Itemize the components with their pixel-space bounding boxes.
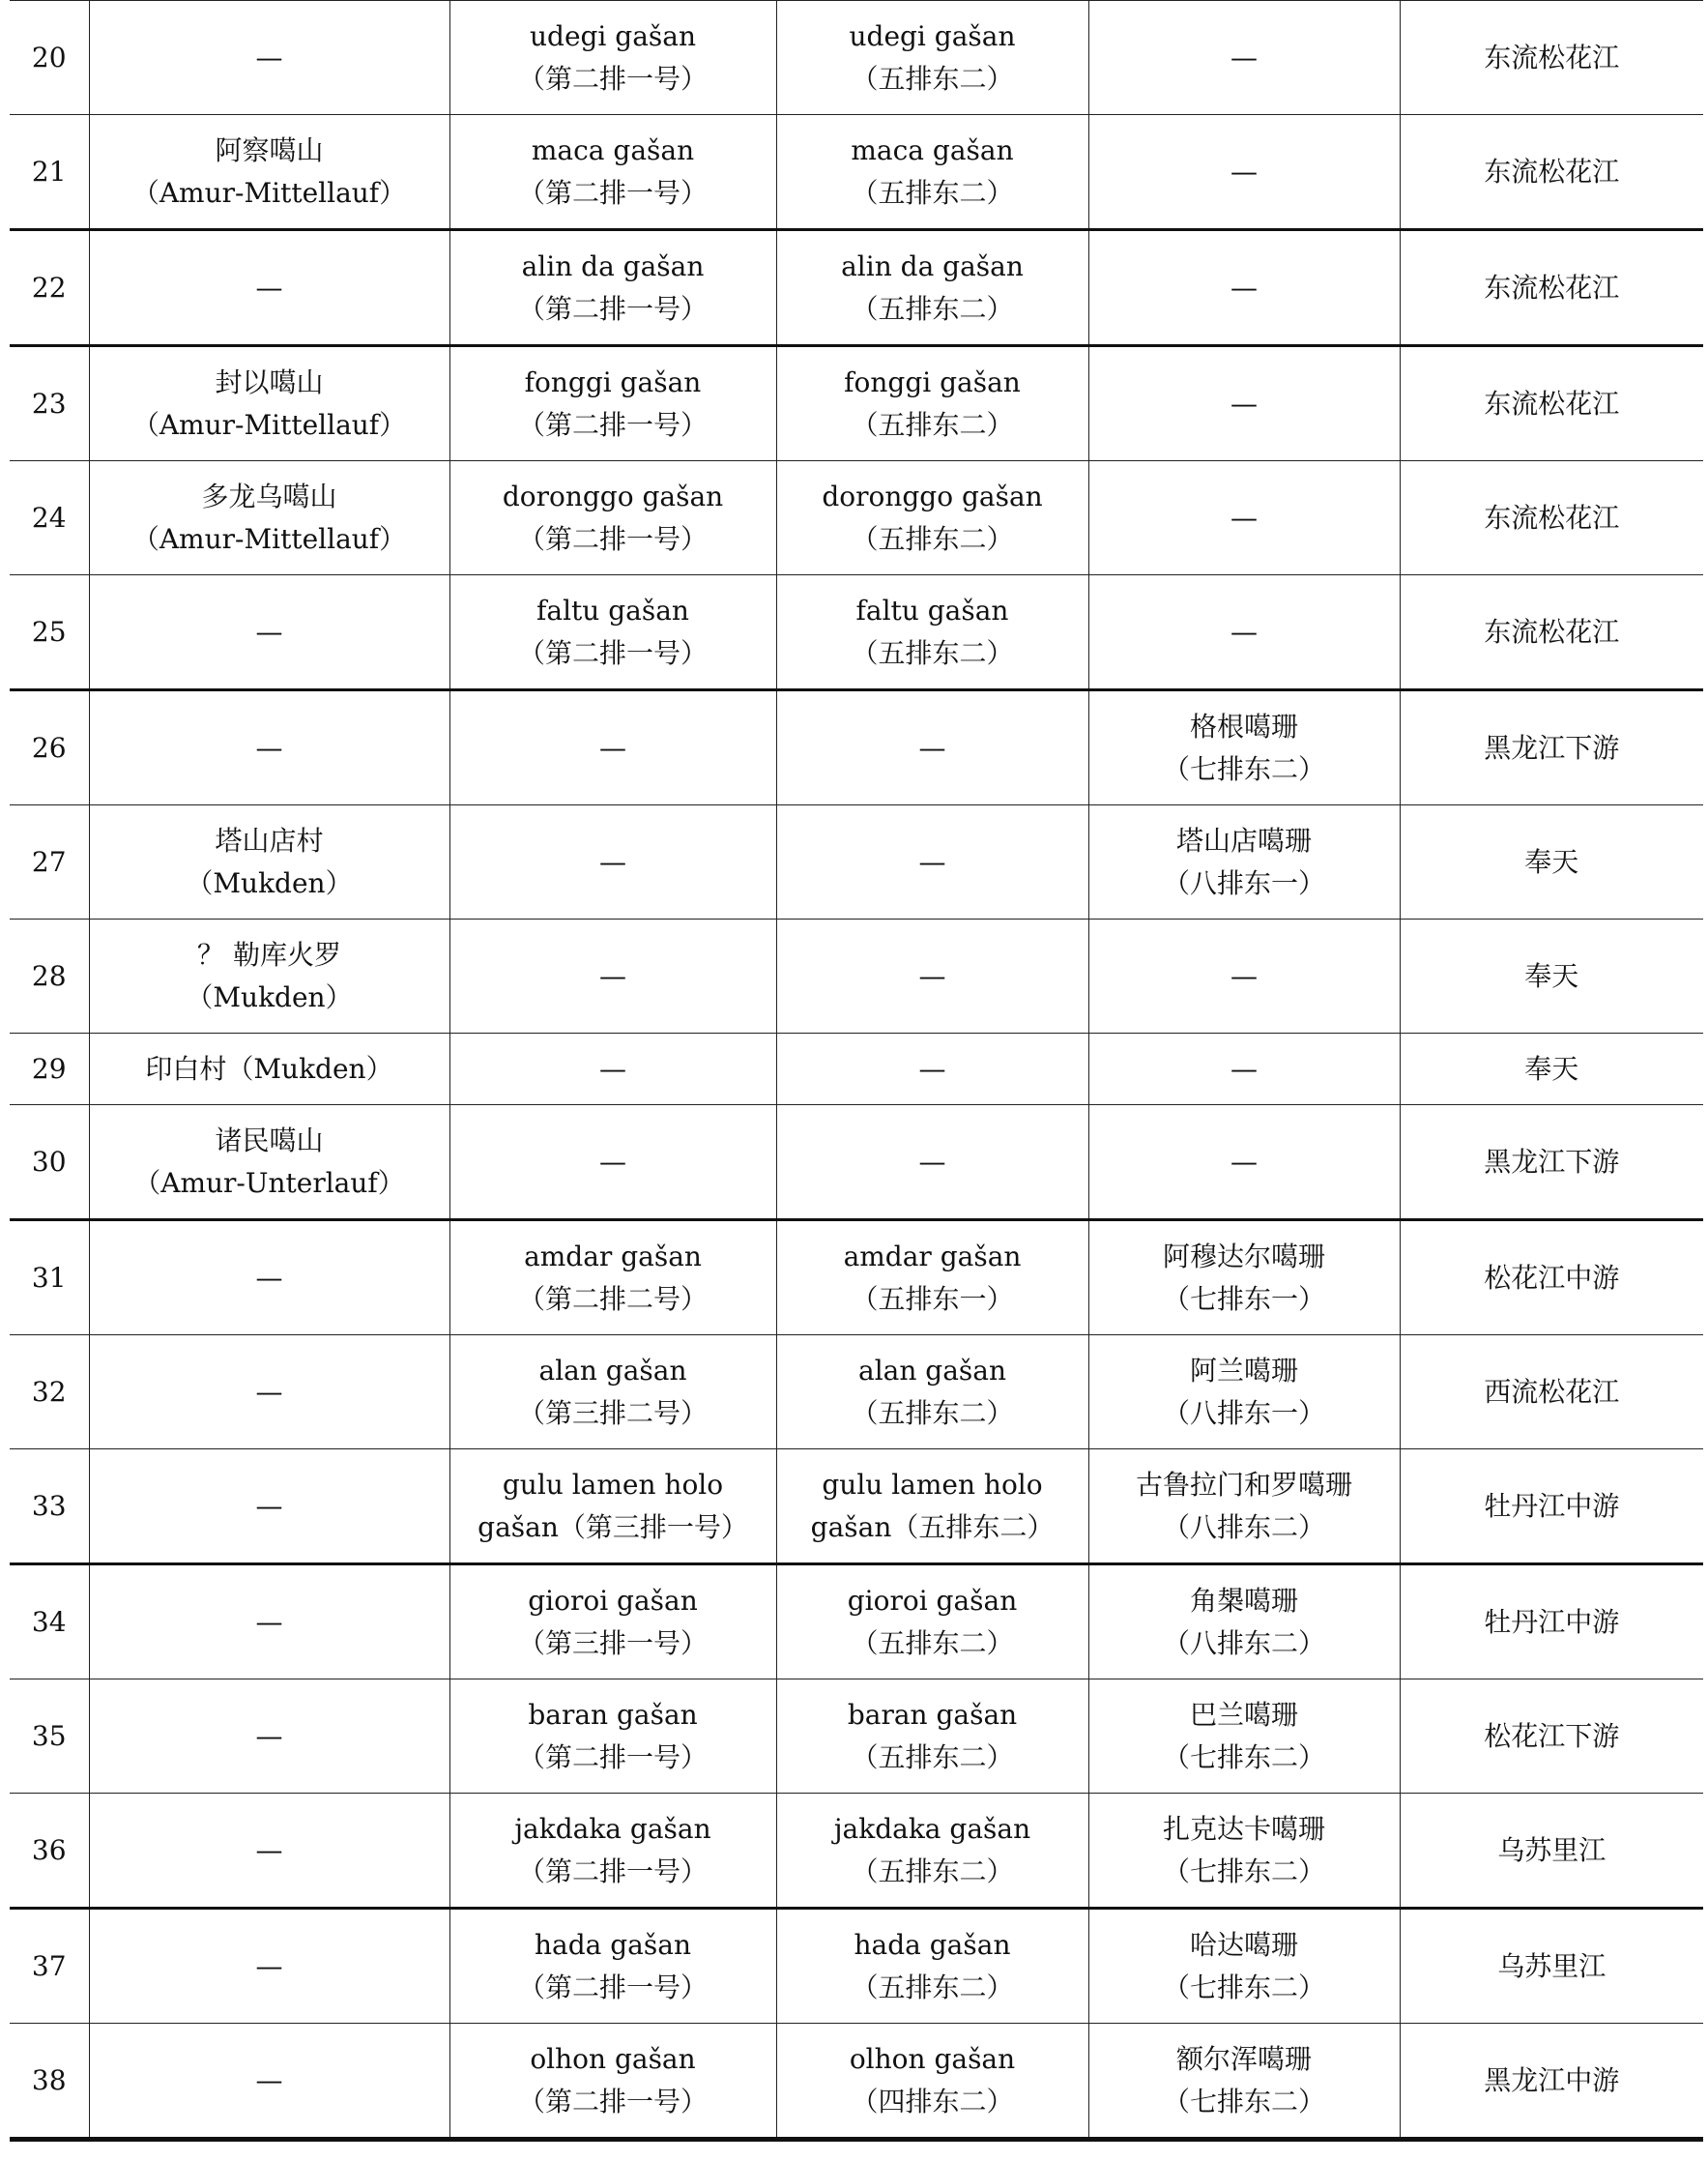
cell-text-line: — (918, 731, 946, 764)
row-number: 34 (31, 1605, 67, 1638)
chinese-name-cell (1088, 346, 1400, 461)
cell-text-line: 黑龙江下游 (1484, 1145, 1620, 1178)
cell-text-line: 牡丹江中游 (1484, 1489, 1620, 1522)
cell-text-line: ？ 勒库火罗 (197, 938, 341, 971)
manchu-source-b-cell (776, 1909, 1088, 2024)
manchu-source-b-cell (776, 1794, 1088, 1909)
cell-text-line: alan gašan (858, 1354, 1006, 1387)
row-number-cell (10, 690, 89, 805)
cell-text-line: gulu lamen holo (502, 1468, 724, 1501)
manchu-source-a-cell (449, 1449, 776, 1564)
row-number-cell (10, 230, 89, 346)
manchu-source-a-cell (449, 690, 776, 805)
cell-text-line: 西流松花江 (1484, 1375, 1620, 1408)
cell-text-line: — (599, 731, 626, 764)
cell-text-line: — (255, 41, 283, 73)
cell-text-line: 乌苏里江 (1497, 1949, 1607, 1982)
table-row (10, 461, 1703, 575)
cell-text-line: （五排东二） (851, 1740, 1014, 1773)
cell-text-line: 松花江下游 (1484, 1719, 1620, 1752)
row-number-cell (10, 1, 89, 115)
chinese-name-cell (1088, 115, 1400, 230)
table-body (10, 1, 1703, 2140)
manchu-source-a-cell (449, 346, 776, 461)
row-number-cell (10, 115, 89, 230)
row-number: 37 (31, 1949, 67, 1982)
row-number-cell (10, 1105, 89, 1220)
cell-text-line: （第二排一号） (517, 636, 708, 669)
cell-text-line: （七排东二） (1162, 1971, 1325, 2003)
manchu-source-a-cell (449, 230, 776, 346)
row-number: 30 (31, 1145, 67, 1178)
cell-text-line: — (1230, 1145, 1258, 1178)
manchu-source-b-cell (776, 2024, 1088, 2140)
row-number-cell (10, 1220, 89, 1335)
cell-text-line: — (599, 959, 626, 992)
table-row (10, 1449, 1703, 1564)
cell-text-line: （五排东二） (851, 292, 1014, 325)
cell-text-line: 印白村（Mukden） (145, 1052, 393, 1085)
manchu-source-a-cell (449, 1335, 776, 1449)
table-row (10, 1564, 1703, 1679)
cell-text-line: （八排东二） (1162, 1510, 1325, 1543)
cell-text-line: baran gašan (847, 1698, 1018, 1731)
region-cell (1400, 1449, 1703, 1564)
chinese-name-cell (1088, 690, 1400, 805)
table-row (10, 1909, 1703, 2024)
cell-text-line: faltu gašan (855, 594, 1009, 627)
cell-text-line: — (599, 845, 626, 878)
cell-text-line: 塔山店噶珊 (1175, 824, 1312, 857)
cell-text-line: 奉天 (1524, 959, 1579, 992)
cell-text-line: （五排东二） (851, 62, 1014, 95)
manchu-source-a-cell (449, 1909, 776, 2024)
modern-name-cell (89, 690, 449, 805)
row-number: 35 (31, 1719, 67, 1752)
cell-text-line: （五排东二） (851, 1971, 1014, 2003)
manchu-source-a-cell (449, 461, 776, 575)
table-row (10, 1220, 1703, 1335)
cell-text-line: 古鲁拉门和罗噶珊 (1135, 1468, 1352, 1501)
region-cell (1400, 2024, 1703, 2140)
cell-text-line: 黑龙江中游 (1484, 2063, 1620, 2096)
table-row (10, 346, 1703, 461)
cell-text-line: maca gašan (851, 133, 1014, 166)
row-number: 24 (31, 501, 67, 534)
cell-text-line: gulu lamen holo (822, 1468, 1043, 1501)
manchu-source-a-cell (449, 575, 776, 690)
cell-text-line: 封以噶山 (215, 365, 324, 398)
cell-text-line: （四排东二） (851, 2085, 1014, 2117)
manchu-source-b-cell (776, 920, 1088, 1034)
cell-text-line: amdar gašan (524, 1240, 702, 1272)
cell-text-line: （八排东二） (1162, 1626, 1325, 1659)
modern-name-cell (89, 1449, 449, 1564)
row-number: 26 (31, 731, 67, 764)
cell-text-line: amdar gašan (843, 1240, 1022, 1272)
row-number-cell (10, 346, 89, 461)
manchu-source-a-cell (449, 920, 776, 1034)
manchu-source-a-cell (449, 1105, 776, 1220)
chinese-name-cell (1088, 1679, 1400, 1794)
manchu-source-b-cell (776, 1679, 1088, 1794)
cell-text-line: olhon gašan (849, 2042, 1016, 2075)
table-row (10, 690, 1703, 805)
cell-text-line: — (255, 1949, 283, 1982)
manchu-source-a-cell (449, 115, 776, 230)
cell-text-line: 额尔浑噶珊 (1175, 2042, 1312, 2075)
cell-text-line: （五排东二） (851, 1854, 1014, 1887)
cell-text-line: 黑龙江下游 (1484, 731, 1620, 764)
row-number-cell (10, 1335, 89, 1449)
region-cell (1400, 1220, 1703, 1335)
chinese-name-cell (1088, 1794, 1400, 1909)
cell-text-line: 阿穆达尔噶珊 (1162, 1240, 1325, 1272)
row-number: 21 (31, 155, 67, 188)
manchu-source-b-cell (776, 690, 1088, 805)
row-number: 36 (31, 1833, 67, 1866)
row-number-cell (10, 1034, 89, 1105)
cell-text-line: 东流松花江 (1484, 271, 1620, 304)
row-number: 38 (31, 2063, 67, 2096)
region-cell (1400, 1679, 1703, 1794)
cell-text-line: （第二排二号） (517, 1282, 708, 1315)
cell-text-line: （八排东一） (1162, 1396, 1325, 1429)
table-row (10, 1, 1703, 115)
cell-text-line: （Mukden） (186, 866, 353, 899)
cell-text-line: — (255, 1489, 283, 1522)
cell-text-line: — (1230, 41, 1258, 73)
row-number: 27 (31, 845, 67, 878)
chinese-name-cell (1088, 2024, 1400, 2140)
cell-text-line: （五排东二） (851, 408, 1014, 441)
cell-text-line: 奉天 (1524, 845, 1579, 878)
cell-text-line: — (1230, 501, 1258, 534)
modern-name-cell (89, 1335, 449, 1449)
cell-text-line: 东流松花江 (1484, 615, 1620, 648)
manchu-source-b-cell (776, 115, 1088, 230)
modern-name-cell (89, 1220, 449, 1335)
region-cell (1400, 1794, 1703, 1909)
region-cell (1400, 1909, 1703, 2024)
cell-text-line: — (599, 1145, 626, 1178)
cell-text-line: faltu gašan (536, 594, 689, 627)
manchu-source-b-cell (776, 1564, 1088, 1679)
cell-text-line: （第二排一号） (517, 2085, 708, 2117)
cell-text-line: （第二排一号） (517, 176, 708, 209)
modern-name-cell (89, 575, 449, 690)
gazetteer-table (10, 0, 1703, 2142)
modern-name-cell (89, 1794, 449, 1909)
manchu-source-b-cell (776, 575, 1088, 690)
modern-name-cell (89, 461, 449, 575)
cell-text-line: （五排东一） (851, 1282, 1014, 1315)
region-cell (1400, 920, 1703, 1034)
chinese-name-cell (1088, 1220, 1400, 1335)
cell-text-line: （五排东二） (851, 1626, 1014, 1659)
cell-text-line: 诸民噶山 (215, 1124, 324, 1156)
manchu-source-b-cell (776, 461, 1088, 575)
cell-text-line: 东流松花江 (1484, 41, 1620, 73)
row-number-cell (10, 920, 89, 1034)
modern-name-cell (89, 346, 449, 461)
region-cell (1400, 1, 1703, 115)
manchu-source-b-cell (776, 805, 1088, 920)
cell-text-line: 扎克达卡噶珊 (1162, 1812, 1325, 1845)
row-number-cell (10, 1794, 89, 1909)
cell-text-line: （第二排一号） (517, 522, 708, 555)
row-number: 33 (31, 1489, 67, 1522)
table-row (10, 1034, 1703, 1105)
manchu-source-b-cell (776, 1449, 1088, 1564)
cell-text-line: — (918, 1145, 946, 1178)
cell-text-line: — (255, 731, 283, 764)
chinese-name-cell (1088, 1335, 1400, 1449)
row-number-cell (10, 1679, 89, 1794)
cell-text-line: 阿察噶山 (215, 133, 324, 166)
chinese-name-cell (1088, 230, 1400, 346)
cell-text-line: alin da gašan (841, 249, 1024, 282)
cell-text-line: （七排东一） (1162, 1282, 1325, 1315)
cell-text-line: gioroi gašan (847, 1584, 1018, 1617)
cell-text-line: doronggo gašan (502, 480, 724, 512)
row-number: 31 (31, 1261, 67, 1294)
cell-text-line: （Amur-Mittellauf） (131, 522, 407, 555)
modern-name-cell (89, 230, 449, 346)
manchu-source-b-cell (776, 1220, 1088, 1335)
table-row (10, 2024, 1703, 2140)
cell-text-line: — (255, 1375, 283, 1408)
cell-text-line: （七排东二） (1162, 1740, 1325, 1773)
manchu-source-a-cell (449, 1564, 776, 1679)
manchu-source-a-cell (449, 2024, 776, 2140)
chinese-name-cell (1088, 1105, 1400, 1220)
chinese-name-cell (1088, 920, 1400, 1034)
manchu-source-a-cell (449, 1, 776, 115)
row-number: 28 (31, 959, 67, 992)
cell-text-line: — (255, 1261, 283, 1294)
table-row (10, 575, 1703, 690)
table-row (10, 230, 1703, 346)
table-row (10, 1335, 1703, 1449)
cell-text-line: doronggo gašan (822, 480, 1043, 512)
cell-text-line: gašan（第三排一号） (478, 1510, 748, 1543)
region-cell (1400, 1105, 1703, 1220)
cell-text-line: — (255, 2063, 283, 2096)
manchu-source-a-cell (449, 1220, 776, 1335)
cell-text-line: （第二排一号） (517, 1854, 708, 1887)
table-row (10, 1679, 1703, 1794)
modern-name-cell (89, 1564, 449, 1679)
cell-text-line: — (918, 959, 946, 992)
cell-text-line: — (255, 1833, 283, 1866)
cell-text-line: — (1230, 615, 1258, 648)
cell-text-line: 多龙乌噶山 (201, 480, 337, 512)
row-number-cell (10, 1449, 89, 1564)
cell-text-line: （五排东二） (851, 636, 1014, 669)
row-number: 23 (31, 387, 67, 420)
region-cell (1400, 1564, 1703, 1679)
row-number-cell (10, 2024, 89, 2140)
cell-text-line: 格根噶珊 (1189, 710, 1298, 743)
cell-text-line: gioroi gašan (528, 1584, 698, 1617)
row-number-cell (10, 1909, 89, 2024)
cell-text-line: 东流松花江 (1484, 501, 1620, 534)
modern-name-cell (89, 115, 449, 230)
row-number-cell (10, 1564, 89, 1679)
table-row (10, 1794, 1703, 1909)
cell-text-line: （七排东二） (1162, 2085, 1325, 2117)
cell-text-line: — (1230, 1052, 1258, 1085)
cell-text-line: — (1230, 271, 1258, 304)
manchu-source-a-cell (449, 805, 776, 920)
cell-text-line: — (255, 1605, 283, 1638)
cell-text-line: — (1230, 959, 1258, 992)
chinese-name-cell (1088, 1564, 1400, 1679)
cell-text-line: （七排东二） (1162, 1854, 1325, 1887)
region-cell (1400, 115, 1703, 230)
cell-text-line: （五排东二） (851, 176, 1014, 209)
row-number: 20 (31, 41, 67, 73)
table-row (10, 920, 1703, 1034)
cell-text-line: （第二排一号） (517, 1971, 708, 2003)
modern-name-cell (89, 805, 449, 920)
cell-text-line: （Mukden） (186, 980, 353, 1013)
cell-text-line: 松花江中游 (1484, 1261, 1620, 1294)
cell-text-line: jakdaka gašan (514, 1812, 711, 1845)
row-number-cell (10, 461, 89, 575)
row-number-cell (10, 805, 89, 920)
cell-text-line: hada gašan (535, 1928, 691, 1961)
modern-name-cell (89, 1909, 449, 2024)
cell-text-line: — (255, 1719, 283, 1752)
chinese-name-cell (1088, 461, 1400, 575)
cell-text-line: fonggi gašan (524, 365, 702, 398)
region-cell (1400, 575, 1703, 690)
cell-text-line: 角槼噶珊 (1189, 1584, 1298, 1617)
cell-text-line: maca gašan (531, 133, 695, 166)
cell-text-line: 乌苏里江 (1497, 1833, 1607, 1866)
modern-name-cell (89, 1034, 449, 1105)
manchu-source-b-cell (776, 230, 1088, 346)
modern-name-cell (89, 1, 449, 115)
table-row (10, 805, 1703, 920)
chinese-name-cell (1088, 805, 1400, 920)
modern-name-cell (89, 1105, 449, 1220)
modern-name-cell (89, 920, 449, 1034)
row-number: 29 (31, 1052, 67, 1085)
region-cell (1400, 461, 1703, 575)
cell-text-line: 哈达噶珊 (1189, 1928, 1298, 1961)
cell-text-line: （七排东二） (1162, 752, 1325, 785)
table-row (10, 1105, 1703, 1220)
cell-text-line: （第二排一号） (517, 292, 708, 325)
cell-text-line: alan gašan (538, 1354, 687, 1387)
cell-text-line: （第二排一号） (517, 408, 708, 441)
manchu-source-b-cell (776, 346, 1088, 461)
chinese-name-cell (1088, 575, 1400, 690)
chinese-name-cell (1088, 1909, 1400, 2024)
cell-text-line: 塔山店村 (215, 824, 324, 857)
cell-text-line: （Amur-Mittellauf） (131, 176, 407, 209)
cell-text-line: — (1230, 387, 1258, 420)
manchu-source-a-cell (449, 1034, 776, 1105)
cell-text-line: 东流松花江 (1484, 155, 1620, 188)
modern-name-cell (89, 1679, 449, 1794)
cell-text-line: 奉天 (1524, 1052, 1579, 1085)
cell-text-line: （第三排二号） (517, 1396, 708, 1429)
cell-text-line: （第三排一号） (517, 1626, 708, 1659)
cell-text-line: gašan（五排东二） (810, 1510, 1055, 1543)
chinese-name-cell (1088, 1034, 1400, 1105)
cell-text-line: （五排东二） (851, 1396, 1014, 1429)
region-cell (1400, 690, 1703, 805)
row-number: 25 (31, 615, 67, 648)
manchu-source-b-cell (776, 1, 1088, 115)
cell-text-line: 阿兰噶珊 (1189, 1354, 1298, 1387)
row-number-cell (10, 575, 89, 690)
region-cell (1400, 230, 1703, 346)
cell-text-line: hada gašan (854, 1928, 1011, 1961)
cell-text-line: 东流松花江 (1484, 387, 1620, 420)
cell-text-line: — (255, 615, 283, 648)
row-number: 32 (31, 1375, 67, 1408)
cell-text-line: fonggi gašan (844, 365, 1021, 398)
manchu-source-a-cell (449, 1794, 776, 1909)
cell-text-line: （Amur-Unterlauf） (133, 1166, 405, 1199)
manchu-source-b-cell (776, 1335, 1088, 1449)
cell-text-line: — (599, 1052, 626, 1085)
cell-text-line: udegi gašan (849, 19, 1016, 52)
cell-text-line: （第二排一号） (517, 62, 708, 95)
modern-name-cell (89, 2024, 449, 2140)
cell-text-line: （八排东一） (1162, 866, 1325, 899)
row-number: 22 (31, 271, 67, 304)
cell-text-line: — (918, 1052, 946, 1085)
cell-text-line: baran gašan (528, 1698, 698, 1731)
region-cell (1400, 805, 1703, 920)
cell-text-line: jakdaka gašan (833, 1812, 1031, 1845)
region-cell (1400, 1335, 1703, 1449)
cell-text-line: （五排东二） (851, 522, 1014, 555)
cell-text-line: alin da gašan (521, 249, 705, 282)
cell-text-line: （Amur-Mittellauf） (131, 408, 407, 441)
cell-text-line: — (918, 845, 946, 878)
table-row (10, 115, 1703, 230)
cell-text-line: 牡丹江中游 (1484, 1605, 1620, 1638)
cell-text-line: olhon gašan (530, 2042, 696, 2075)
cell-text-line: — (255, 271, 283, 304)
cell-text-line: （第二排一号） (517, 1740, 708, 1773)
cell-text-line: 巴兰噶珊 (1189, 1698, 1298, 1731)
region-cell (1400, 346, 1703, 461)
manchu-source-a-cell (449, 1679, 776, 1794)
region-cell (1400, 1034, 1703, 1105)
manchu-source-b-cell (776, 1105, 1088, 1220)
chinese-name-cell (1088, 1, 1400, 115)
chinese-name-cell (1088, 1449, 1400, 1564)
cell-text-line: — (1230, 155, 1258, 188)
cell-text-line: udegi gašan (529, 19, 697, 52)
manchu-source-b-cell (776, 1034, 1088, 1105)
